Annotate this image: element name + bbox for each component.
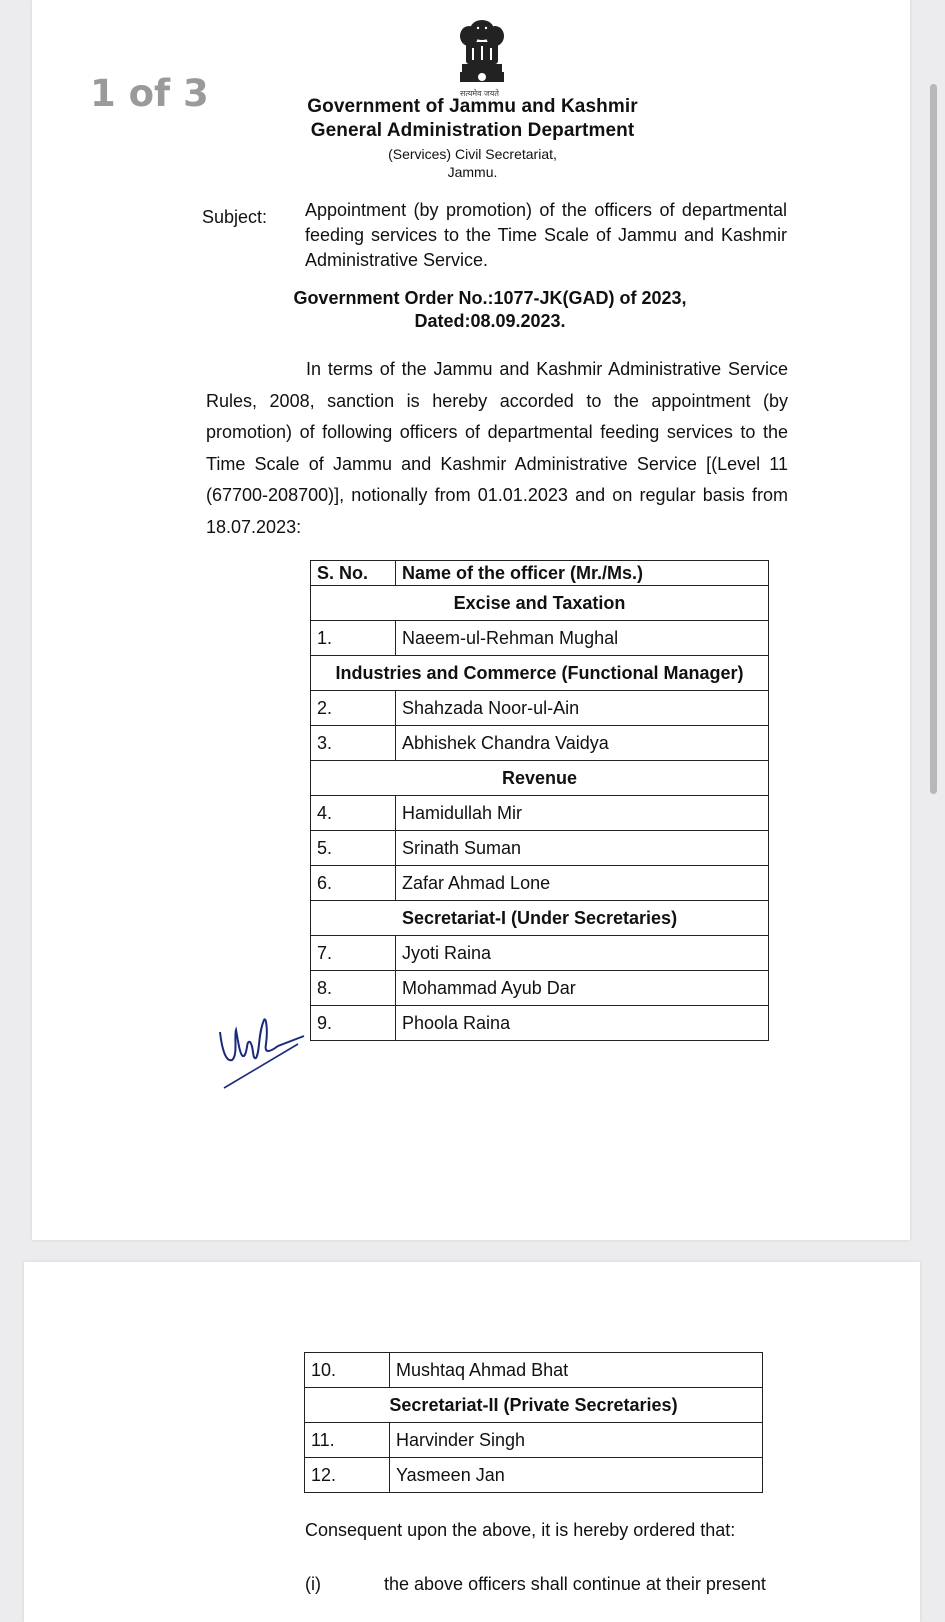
serial-number: 10. (305, 1353, 390, 1388)
group-heading: Secretariat-II (Private Secretaries) (305, 1388, 763, 1423)
header-office: (Services) Civil Secretariat, (388, 146, 557, 162)
table-row (311, 726, 769, 761)
consequent-text: Consequent upon the above, it is hereby ordered that: (305, 1520, 736, 1540)
group-heading: Excise and Taxation (311, 586, 769, 621)
header-sno: S. No. (311, 561, 396, 586)
order-number: Government Order No.:1077-JK(GAD) of 2023, (293, 288, 687, 308)
officer-name: Jyoti Raina (396, 936, 769, 971)
serial-number: 1. (311, 621, 396, 656)
table-row (311, 971, 769, 1006)
officer-name: Mohammad Ayub Dar (396, 971, 769, 1006)
officer-name: Shahzada Noor-ul-Ain (396, 691, 769, 726)
officer-name: Abhishek Chandra Vaidya (396, 726, 769, 761)
serial-number: 7. (311, 936, 396, 971)
condition-text: the above officers shall continue at their present (384, 1574, 766, 1594)
table-row (311, 621, 769, 656)
officer-name: Phoola Raina (396, 1006, 769, 1041)
table-group-row (311, 586, 769, 621)
officer-name: Zafar Ahmad Lone (396, 866, 769, 901)
group-heading: Revenue (311, 761, 769, 796)
serial-number: 12. (305, 1458, 390, 1493)
subject-label: Subject: (202, 207, 268, 227)
emblem-caption: सत्यमेव जयते (460, 89, 499, 98)
table-row (311, 866, 769, 901)
officer-name: Naeem-ul-Rehman Mughal (396, 621, 769, 656)
serial-number: 3. (311, 726, 396, 761)
table-row (305, 1353, 763, 1388)
header-name: Name of the officer (Mr./Ms.) (396, 561, 769, 586)
signature (212, 1000, 312, 1100)
serial-number: 11. (305, 1423, 390, 1458)
serial-number: 5. (311, 831, 396, 866)
group-heading: Secretariat-I (Under Secretaries) (311, 901, 769, 936)
officer-name: Mushtaq Ahmad Bhat (390, 1353, 763, 1388)
serial-number: 6. (311, 866, 396, 901)
subject-text: Appointment (by promotion) of the officers of departmental feeding services to the Time Scale of Jammu and Kashmir Administrative Service. (305, 200, 787, 270)
officers-table-page2 (304, 1352, 763, 1493)
officers-table-page1 (310, 560, 769, 1041)
order-date: Dated:08.09.2023. (414, 311, 566, 331)
table-row (311, 936, 769, 971)
state-emblem-icon (452, 12, 512, 96)
serial-number: 4. (311, 796, 396, 831)
table-row (305, 1423, 763, 1458)
table-row (311, 796, 769, 831)
table-row (305, 1458, 763, 1493)
table-row (311, 691, 769, 726)
serial-number: 2. (311, 691, 396, 726)
table-header-row (311, 561, 769, 586)
header-government: Government of Jammu and Kashmir (307, 96, 638, 117)
serial-number: 9. (311, 1006, 396, 1041)
page-indicator: 1 of 3 (90, 72, 209, 115)
officer-name: Hamidullah Mir (396, 796, 769, 831)
body-paragraph-text: In terms of the Jammu and Kashmir Administrative Service Rules, 2008, sanction is hereby accorded to the appointment (by promotion) of following officers of departmental feeding services to the Time Scale of Jammu and Kashmir Administrative Service [(Level 11 (67700-208700)], notionally from 01.01.2023 and on regular basis from 18.07.2023: (206, 359, 788, 537)
group-heading: Industries and Commerce (Functional Manager) (311, 656, 769, 691)
table-row (311, 1006, 769, 1041)
officer-name: Srinath Suman (396, 831, 769, 866)
table-group-row (305, 1388, 763, 1423)
table-group-row (311, 656, 769, 691)
table-group-row (311, 761, 769, 796)
header-department: General Administration Department (310, 120, 635, 141)
header-city: Jammu. (447, 164, 498, 180)
table-row (311, 831, 769, 866)
serial-number: 8. (311, 971, 396, 1006)
body-paragraph (206, 354, 788, 543)
condition-number: (i) (305, 1574, 321, 1594)
table-group-row (311, 901, 769, 936)
scrollbar-thumb[interactable] (930, 84, 937, 794)
officer-name: Yasmeen Jan (390, 1458, 763, 1493)
officer-name: Harvinder Singh (390, 1423, 763, 1458)
